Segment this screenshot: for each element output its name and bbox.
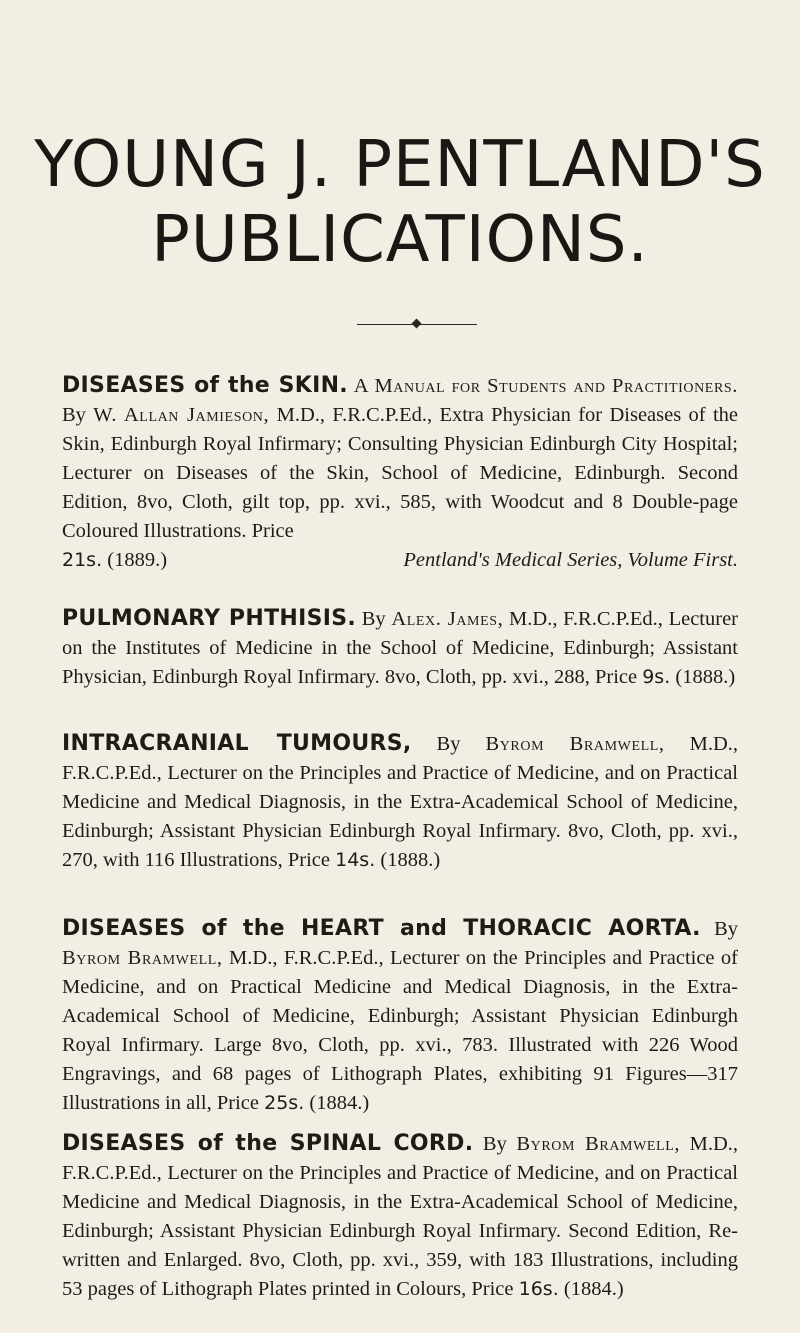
- book-description: M.D., F.R.C.P.Ed., Extra Physician for Diseases of the Skin, Edinburgh Royal Infirmary; Consulting Physician Edinburgh City Hospital; Lecturer on Diseases of the Skin, School of Medicine, Edinburgh. Second Edition, 8vo, Cloth, gilt top, pp. xvi., 585, with Woodcut and 8 Double-page Coloured Illustrations. Price: [62, 404, 739, 542]
- publications-title: PUBLICATIONS.: [151, 203, 649, 277]
- price-row: [62, 546, 738, 575]
- book-price: 14s.: [335, 849, 376, 871]
- book-series: Pentland's Medical Series, Volume First.: [403, 549, 738, 571]
- book-entry-skin-diseases: [62, 371, 738, 575]
- book-author: Alex. James,: [391, 608, 504, 630]
- author-intro: By: [436, 733, 461, 755]
- book-entry-heart-aorta: [62, 914, 738, 1118]
- book-price: 21s.: [62, 549, 103, 571]
- book-price: 16s.: [518, 1278, 559, 1300]
- book-description: M.D., F.R.C.P.Ed., Lecturer on the Principles and Practice of Medicine, and on Practical Medicine and Medical Diagnosis, in the Extra-Academical School of Medicine, Edinburgh; Assistant Physician Edinburgh Royal Infirmary. Second Edition, Re-written and Enlarged. 8vo, Cloth, pp. xvi., 359, with 183 Illustrations, including 53 pages of Lithograph Plates printed in Colours, Price: [62, 1133, 739, 1300]
- book-description: M.D., F.R.C.P.Ed., Lecturer on the Institutes of Medicine in the School of Medicine, Edinburgh; Assistant Physician, Edinburgh Royal Infirmary. 8vo, Cloth, pp. xvi., 288, Price: [62, 608, 738, 688]
- book-heading: DISEASES of the SKIN.: [62, 373, 348, 398]
- book-year: (1884.): [309, 1092, 370, 1114]
- book-entry-spinal-cord: [62, 1129, 738, 1304]
- book-entry-intracranial-tumours: [62, 729, 738, 875]
- book-author: W. Allan Jamieson,: [93, 404, 270, 426]
- book-author: Byrom Bramwell,: [516, 1133, 681, 1155]
- book-heading: INTRACRANIAL TUMOURS,: [62, 731, 412, 756]
- book-subtitle: A Manual for Students and Practitioners.: [353, 375, 739, 397]
- book-price: 9s.: [642, 666, 671, 688]
- diamond-ornament-icon: [412, 319, 422, 329]
- book-heading: PULMONARY PHTHISIS.: [62, 606, 357, 631]
- book-author: Byrom Bramwell,: [485, 733, 665, 755]
- author-intro: By: [482, 1133, 507, 1155]
- author-intro: By: [361, 608, 386, 630]
- book-year: (1888.): [675, 666, 736, 688]
- book-price: 25s.: [264, 1092, 305, 1114]
- book-heading: DISEASES of the HEART and THORACIC AORTA.: [62, 916, 701, 941]
- book-description: M.D., F.R.C.P.Ed., Lecturer on the Principles and Practice of Medicine, and on Practical Medicine and Medical Diagnosis, in the Extra-Academical School of Medicine, Edinburgh; Assistant Physician Edinburgh Royal Infirmary. 8vo, Cloth, pp. xvi., 270, with 116 Illustrations, Price: [62, 733, 739, 871]
- book-entry-pulmonary-phthisis: [62, 604, 738, 692]
- author-intro: By: [62, 404, 86, 426]
- book-author: Byrom Bramwell,: [62, 947, 223, 969]
- book-heading: DISEASES of the SPINAL CORD.: [62, 1131, 474, 1156]
- publisher-title: YOUNG J. PENTLAND'S: [34, 128, 766, 202]
- book-year: (1884.): [563, 1278, 624, 1300]
- book-description: M.D., F.R.C.P.Ed., Lecturer on the Principles and Practice of Medicine, and on Practical Medicine and Medical Diagnosis, in the Extra-Academical School of Medicine, Edinburgh; Assistant Physician Edinburgh Royal Infirmary. Large 8vo, Cloth, pp. xvi., 783. Illustrated with 226 Wood Engravings, and 68 pages of Lithograph Plates, exhibiting 91 Figures—317 Illustrations in all, Price: [62, 947, 739, 1114]
- book-year: (1888.): [380, 849, 441, 871]
- book-year: (1889.): [107, 549, 168, 571]
- author-intro: By: [714, 918, 739, 940]
